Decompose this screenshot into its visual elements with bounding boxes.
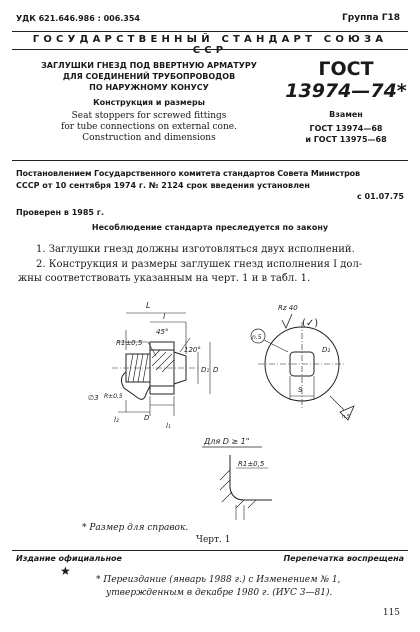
label-n5-top: n.5 <box>252 334 262 341</box>
label-radius: R1±0,5 <box>116 339 143 347</box>
page-number: 115 <box>382 608 400 618</box>
drawing-footnote: * Размер для справок. <box>82 523 189 533</box>
paragraph-1: 1. Заглушки гнезд должны изготовляться двух исполнений. <box>36 244 355 255</box>
label-check: (✓) <box>302 318 319 329</box>
star-mark: ★ <box>60 564 71 578</box>
org-title: ГОСУДАРСТВЕННЫЙ СТАНДАРТ СОЮЗА ССР <box>32 34 388 56</box>
decree-line: СССР от 10 сентября 1974 г. № 2124 срок введения установлен <box>16 181 310 190</box>
label-n5-bottom: n.5 <box>342 414 350 420</box>
gost-label: ГОСТ <box>318 58 374 80</box>
label-L: L <box>146 301 151 310</box>
replaces-label: Взамен <box>329 110 363 119</box>
label-l: l <box>163 312 166 321</box>
label-radius-detail: R1±0,5 <box>238 460 265 468</box>
detail-hatching <box>220 470 256 508</box>
decree-date: с 01.07.75 <box>356 192 404 201</box>
standard-subtitle-ru: Конструкция и размеры <box>93 98 205 107</box>
title-en-line: Construction and dimensions <box>82 133 216 143</box>
paragraph-2-line-1: 2. Конструкция и размеры заглушек гнезд исполнения I дол- <box>36 259 363 270</box>
decree-line: Постановлением Государственного комитета стандартов Совета Министров <box>16 169 360 178</box>
penalty-note: Несоблюдение стандарта преследуется по закону <box>91 223 329 232</box>
label-d3: ∅3 <box>88 394 99 402</box>
label-angle: 120° <box>184 346 201 354</box>
title-line: ЗАГЛУШКИ ГНЕЗД ПОД ВВЕРТНУЮ АРМАТУРУ <box>41 61 257 70</box>
label-roughness: Rz 40 <box>278 304 298 312</box>
label-l1: l₁ <box>166 422 171 430</box>
title-en-line: for tube connections on external cone. <box>61 122 237 132</box>
drawing-caption: Черт. 1 <box>196 535 231 545</box>
label-l2: l₂ <box>114 416 119 424</box>
reprint-forbidden: Перепечатка воспрещена <box>283 554 404 563</box>
replaces-item: и ГОСТ 13975—68 <box>305 135 387 144</box>
title-line: ДЛЯ СОЕДИНЕНИЙ ТРУБОПРОВОДОВ <box>62 72 236 81</box>
label-D2: D₂ <box>322 346 331 354</box>
title-en-line: Seat stoppers for screwed fittings <box>71 111 227 121</box>
label-D1: D₁ <box>201 366 210 374</box>
label-S: S <box>298 386 303 394</box>
label-for-d: Для D ≥ 1" <box>204 437 250 446</box>
label-chamfer: 45° <box>156 328 169 336</box>
title-line: ПО НАРУЖНОМУ КОНУСУ <box>89 83 209 92</box>
reissue-note-line-1: * Переиздание (январь 1988 г.) с Изменением № 1, <box>96 575 341 585</box>
label-r: R±0,5 <box>104 393 123 400</box>
group-code: Группа Г18 <box>342 13 400 23</box>
replaces-item: ГОСТ 13974—68 <box>309 124 383 133</box>
label-D-bottom: D <box>144 414 150 422</box>
gost-number: 13974—74* <box>285 80 407 102</box>
udk-code: УДК 621.646.986 : 006.354 <box>16 14 140 23</box>
reissue-note-line-2: утвержденным в декабре 1980 г. (ИУС 3—81). <box>106 588 333 598</box>
official-edition: Издание официальное <box>16 554 122 563</box>
roughness-mark <box>282 314 292 328</box>
footer-rule <box>12 550 408 551</box>
label-D: D <box>213 366 219 374</box>
paragraph-2-line-2: жны соответствовать указанным на черт. 1 и в табл. 1. <box>18 273 311 284</box>
checked-note: Проверен в 1985 г. <box>16 208 104 217</box>
